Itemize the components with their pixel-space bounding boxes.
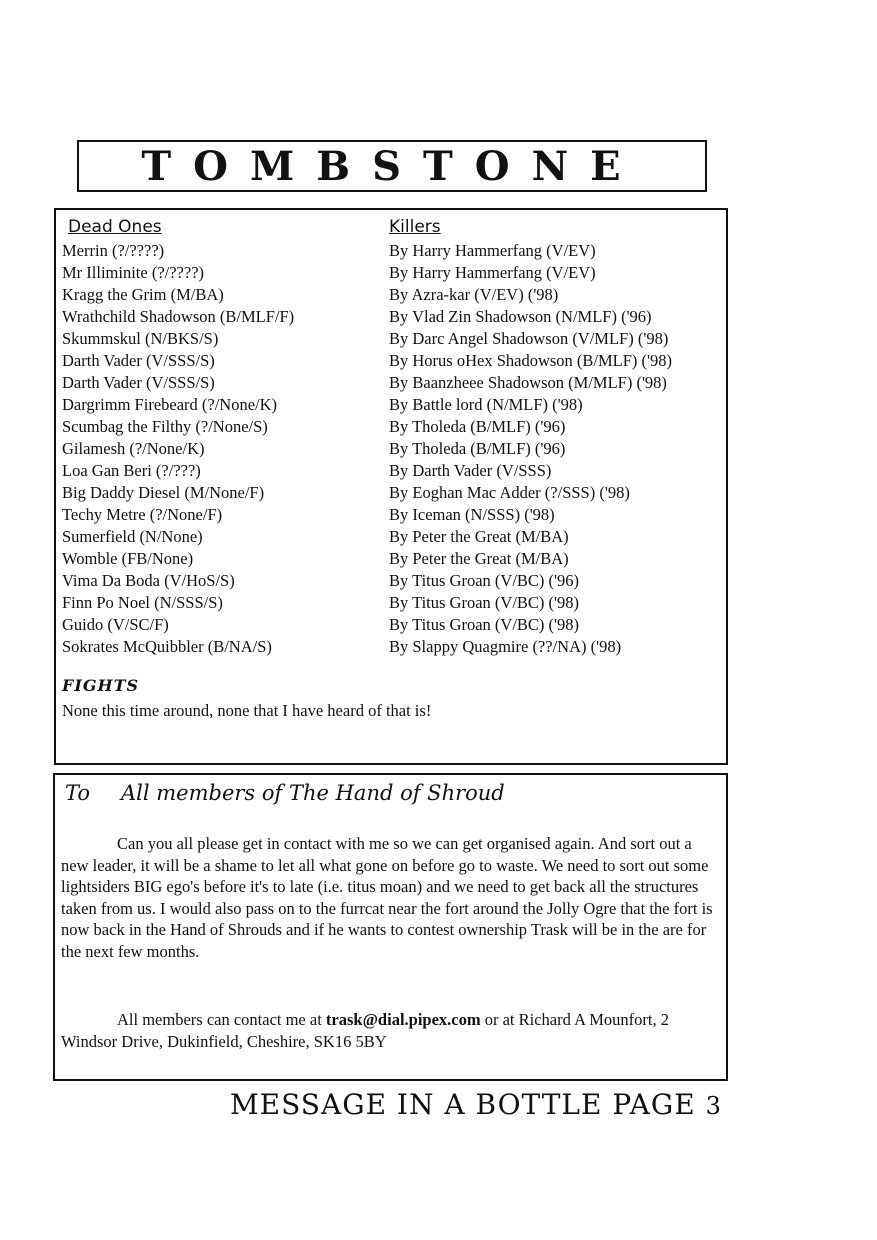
dead-entry: Dargrimm Firebeard (?/None/K) xyxy=(62,395,278,414)
dead-entry: Merrin (?/????) xyxy=(62,241,165,260)
message-paragraph-1: Can you all please get in contact with me so we can get organised again. And sort out a new leader, it will be a shame to let all what gone on before go to waste. We need to sort out some lightsiders BIG ego's before it's to late (i.e. titus moan) and we need to get back all the structures taken from us. I would also pass on to the furrcat near the fort around the Jolly Ogre that the fort is now back in the Hand of Shrouds and if he wants to contest ownership Trask will be in the are for the next few months. xyxy=(61,834,713,961)
contact-text-end: or at Richard A Mounfort, 2 Windsor Drive, Dukinfield, Cheshire, SK16 5BY xyxy=(61,1010,669,1051)
killer-entry: By Iceman (N/SSS) ('98) xyxy=(389,505,555,524)
killer-entry: By Peter the Great (M/BA) xyxy=(389,549,569,568)
dead-entry: Vima Da Boda (V/HoS/S) xyxy=(62,571,235,590)
dead-entry: Mr Illiminite (?/????) xyxy=(62,263,205,282)
killer-entry: By Tholeda (B/MLF) ('96) xyxy=(389,439,566,458)
dead-entry: Womble (FB/None) xyxy=(62,549,194,568)
killer-entry: By Darth Vader (V/SSS) xyxy=(389,461,552,480)
dead-ones-column xyxy=(62,214,382,658)
page-footer xyxy=(230,1088,722,1121)
page-number: 3 xyxy=(705,1092,722,1120)
dead-entry: Wrathchild Shadowson (B/MLF/F) xyxy=(62,307,295,326)
dead-ones-header: Dead Ones xyxy=(68,217,162,237)
dead-entry: Skummskul (N/BKS/S) xyxy=(62,329,219,348)
dead-ones-list xyxy=(62,240,382,658)
footer-text: MESSAGE IN A BOTTLE PAGE xyxy=(230,1088,696,1121)
killer-entry: By Titus Groan (V/BC) ('98) xyxy=(389,593,579,612)
dead-entry: Kragg the Grim (M/BA) xyxy=(62,285,224,304)
dead-entry: Sumerfield (N/None) xyxy=(62,527,203,546)
dead-entry: Finn Po Noel (N/SSS/S) xyxy=(62,593,223,612)
message-recipient: All members of The Hand of Shroud xyxy=(121,781,505,805)
killer-entry: By Tholeda (B/MLF) ('96) xyxy=(389,417,566,436)
killers-header: Killers xyxy=(389,217,441,237)
killer-entry: By Azra-kar (V/EV) ('98) xyxy=(389,285,559,304)
killer-entry: By Harry Hammerfang (V/EV) xyxy=(389,263,596,282)
dead-entry: Guido (V/SC/F) xyxy=(62,615,169,634)
message-to-label: To xyxy=(65,781,91,805)
killer-entry: By Harry Hammerfang (V/EV) xyxy=(389,241,596,260)
dead-entry: Sokrates McQuibbler (B/NA/S) xyxy=(62,637,272,656)
killer-entry: By Darc Angel Shadowson (V/MLF) ('98) xyxy=(389,329,669,348)
message-section xyxy=(53,773,728,1081)
killer-entry: By Titus Groan (V/BC) ('96) xyxy=(389,571,579,590)
fights-heading: FIGHTS xyxy=(62,676,140,695)
killer-entry: By Battle lord (N/MLF) ('98) xyxy=(389,395,583,414)
dead-entry: Darth Vader (V/SSS/S) xyxy=(62,351,215,370)
dead-entry: Techy Metre (?/None/F) xyxy=(62,505,223,524)
killer-entry: By Peter the Great (M/BA) xyxy=(389,527,569,546)
dead-entry: Darth Vader (V/SSS/S) xyxy=(62,373,215,392)
tombstone-section xyxy=(54,208,728,765)
killers-column xyxy=(389,214,725,658)
contact-text-start: All members can contact me at xyxy=(117,1010,322,1029)
fights-text: None this time around, none that I have heard of that is! xyxy=(62,701,432,720)
tombstone-title-box xyxy=(77,140,707,192)
dead-entry: Scumbag the Filthy (?/None/S) xyxy=(62,417,268,436)
contact-email: trask@dial.pipex.com xyxy=(325,1010,481,1029)
killers-list xyxy=(389,240,725,658)
killer-entry: By Titus Groan (V/BC) ('98) xyxy=(389,615,579,634)
killer-entry: By Eoghan Mac Adder (?/SSS) ('98) xyxy=(389,483,630,502)
killer-entry: By Horus oHex Shadowson (B/MLF) ('98) xyxy=(389,351,673,370)
dead-entry: Big Daddy Diesel (M/None/F) xyxy=(62,483,265,502)
killer-entry: By Slappy Quagmire (??/NA) ('98) xyxy=(389,637,622,656)
page-title: TOMBSTONE xyxy=(141,142,643,190)
message-heading xyxy=(65,781,505,805)
message-paragraph-2 xyxy=(61,1009,723,1052)
dead-entry: Loa Gan Beri (?/???) xyxy=(62,461,201,480)
killer-entry: By Baanzheee Shadowson (M/MLF) ('98) xyxy=(389,373,667,392)
killer-entry: By Vlad Zin Shadowson (N/MLF) ('96) xyxy=(389,307,652,326)
dead-entry: Gilamesh (?/None/K) xyxy=(62,439,205,458)
